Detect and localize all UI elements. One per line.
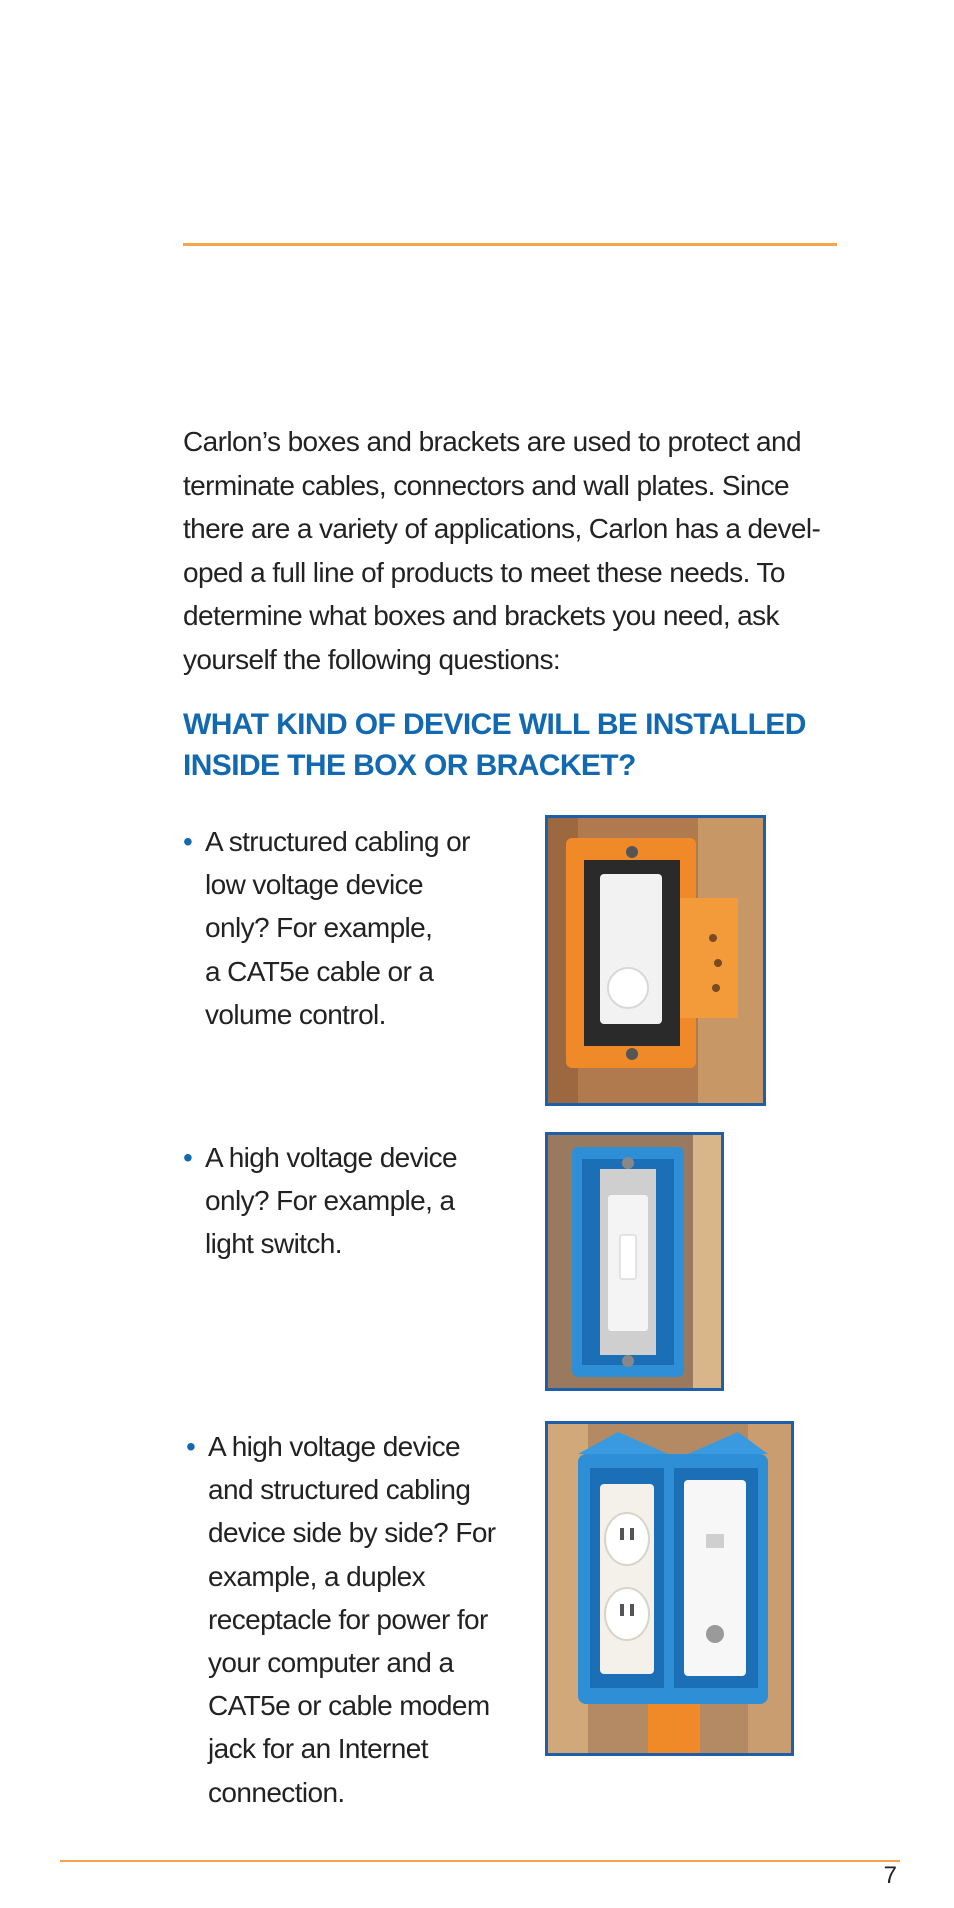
page-number: 7 [883,1862,897,1889]
intro-line: determine what boxes and brackets you need, ask [183,600,779,631]
item-low-voltage-text [205,820,505,1036]
item-line: and structured cabling [208,1474,471,1506]
bullet-marker: • [186,1431,196,1462]
intro-line: Carlon’s boxes and brackets are used to protect and [183,426,801,457]
intro-line: oped a full line of products to meet these needs. To [183,556,785,588]
duplex-receptacle-box-photo [545,1421,794,1756]
item-line: jack for an Internet [208,1733,428,1765]
light-switch-box-photo [545,1132,724,1391]
item-line: a CAT5e cable or a [205,955,434,987]
item-high-voltage-text [205,1136,505,1266]
intro-line: there are a variety of applications, Carlon has a devel- [183,513,821,544]
item-line: only? For example, [205,912,433,944]
item-line: receptacle for power for [208,1603,488,1635]
item-line: A high voltage device [208,1431,461,1462]
item-line: your computer and a [208,1647,454,1679]
heading-line: WHAT KIND OF DEVICE WILL BE INSTALLED [183,708,806,741]
item-line: A high voltage device [205,1142,458,1173]
item-line: example, a duplex [208,1560,426,1592]
footer-divider [60,1860,900,1862]
top-divider [183,243,837,246]
intro-line: terminate cables, connectors and wall plates. Since [183,469,789,501]
item-line: only? For example, a [205,1185,455,1217]
item-line: device side by side? For [208,1517,496,1549]
item-line: connection. [208,1776,345,1808]
item-line: volume control. [205,998,386,1030]
item-line: CAT5e or cable modem [208,1690,490,1722]
section-heading [183,704,843,786]
item-side-by-side-text [208,1425,528,1814]
bullet-marker: • [183,1142,193,1173]
item-line: light switch. [205,1228,342,1260]
bullet-marker: • [183,826,193,857]
item-line: low voltage device [205,869,423,901]
item-line: A structured cabling or [205,826,470,857]
low-voltage-bracket-photo [545,815,766,1106]
intro-paragraph [183,420,843,681]
intro-line: yourself the following questions: [183,643,561,675]
heading-line: INSIDE THE BOX OR BRACKET? [183,749,636,782]
